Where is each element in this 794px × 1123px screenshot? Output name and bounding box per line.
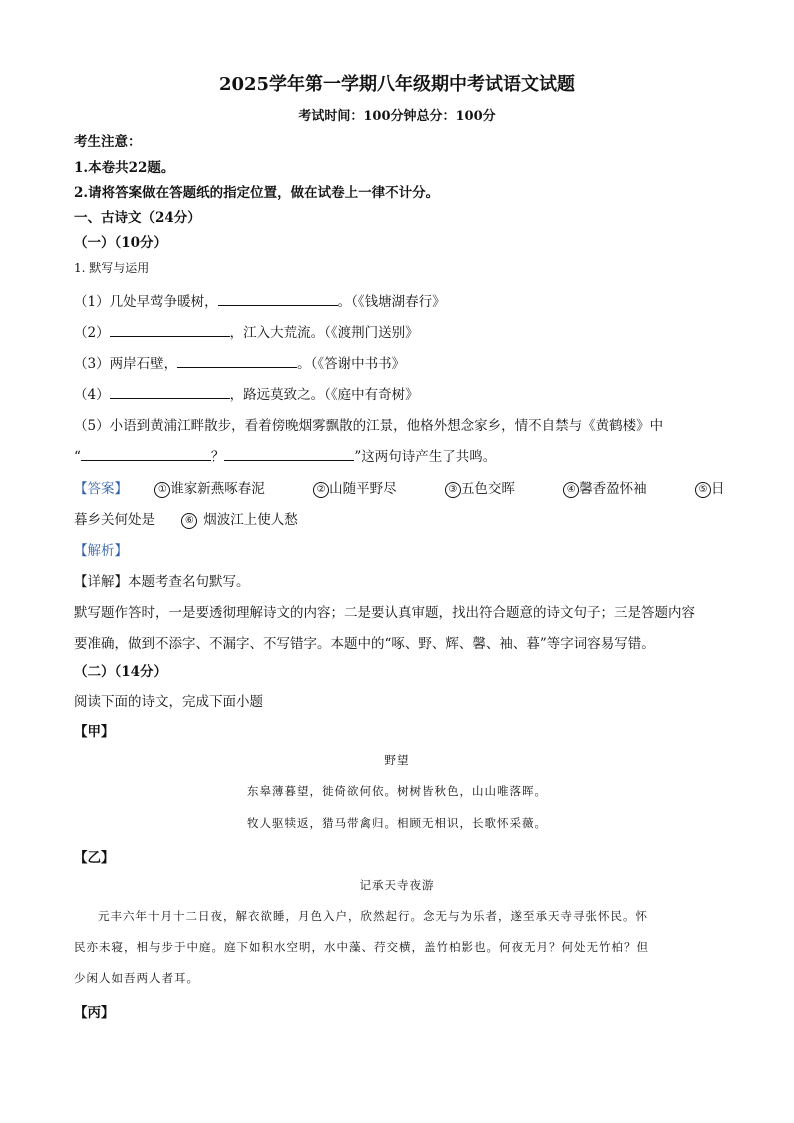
exam-info: 考试时间：100分钟总分：100分 [298,109,496,124]
circled-number: ② [313,482,329,498]
notice-heading: 考生注意： [74,134,142,150]
text-label-bing: 【丙】 [74,1005,115,1021]
page-title: 2025学年第一学期八年级期中考试语文试题 [218,74,576,95]
text-label-yi: 【乙】 [74,850,115,866]
section-heading: 一、古诗文（24分） [74,210,201,226]
circled-number: ⑤ [695,482,711,498]
answer-row-1: 【答案】 ① 谁家新燕啄春泥 ② 山随平野尽 ③ 五色交晖 ④ 馨香盈怀袖 ⑤ 日 [74,481,725,497]
text-label-jia: 【甲】 [74,724,115,740]
answer-row-2: 暮乡关何处是 ⑥ 烟波江上使人愁 [74,512,298,528]
prose-line-2: 民亦未寝，相与步于中庭。庭下如积水空明，水中藻、荇交横，盖竹柏影也。何夜无月？何处无竹柏？但 [74,940,649,954]
explanation-line-1: 默写题作答时，一是要透彻理解诗文的内容；二是要认真审题，找出符合题意的诗文句子；三是答题内容 [74,605,695,621]
detail-text: 【详解】本题考查名句默写。 [74,574,250,590]
part-two-heading: （二）（14分） [74,664,168,680]
prose-line-3: 少闲人如吾两人者耳。 [74,971,199,985]
answer-blank[interactable] [177,355,297,368]
answer-label: 【答案】 [74,481,128,497]
answer-blank[interactable] [224,448,354,461]
answer-blank[interactable] [110,324,230,337]
analysis-label: 【解析】 [74,543,128,559]
answer-blank[interactable] [218,293,338,306]
question-item-1: （1）几处早莺争暖树， 。（《钱塘湖春行》 [74,294,446,310]
poem-line-2: 牧人驱犊返，猎马带禽归。相顾无相识，长歌怀采薇。 [247,816,547,830]
circled-number: ④ [563,482,579,498]
prose-title: 记承天寺夜游 [359,878,435,892]
question-title: 1. 默写与运用 [74,261,150,275]
answer-blank[interactable] [81,448,211,461]
question-item-5-line1: （5）小语到黄浦江畔散步，看着傍晚烟雾飘散的江景，他格外想念家乡，情不自禁与《黄鹤楼》中 [74,418,664,434]
poem-line-1: 东皋薄暮望，徙倚欲何依。树树皆秋色，山山唯落晖。 [247,784,547,798]
question-item-5-line2: “ ？ ”这两句诗产生了共鸣。 [74,449,497,465]
question-item-2: （2） ，江入大荒流。（《渡荆门送别》 [74,325,419,341]
notice-item-1: 1.本卷共22题。 [74,160,175,176]
prose-line-1: 元丰六年十月十二日夜，解衣欲睡，月色入户，欣然起行。念无与为乐者，遂至承天寺寻张怀民。怀 [98,909,648,923]
answer-blank[interactable] [110,386,230,399]
circled-number: ① [154,482,170,498]
part-two-intro: 阅读下面的诗文，完成下面小题 [74,694,263,710]
explanation-line-2: 要准确，做到不添字、不漏字、不写错字。本题中的“啄、野、辉、馨、袖、暮”等字词容易写错。 [74,636,655,652]
circled-number: ⑥ [181,513,197,529]
poem-title: 野望 [384,753,410,767]
notice-item-2: 2.请将答案做在答题纸的指定位置，做在试卷上一律不计分。 [74,185,440,201]
question-item-3: （3）两岸石壁， 。（《答谢中书书》 [74,356,406,372]
circled-number: ③ [445,482,461,498]
question-item-4: （4） ，路远莫致之。（《庭中有奇树》 [74,387,419,403]
part-one-heading: （一）（10分） [74,235,168,251]
